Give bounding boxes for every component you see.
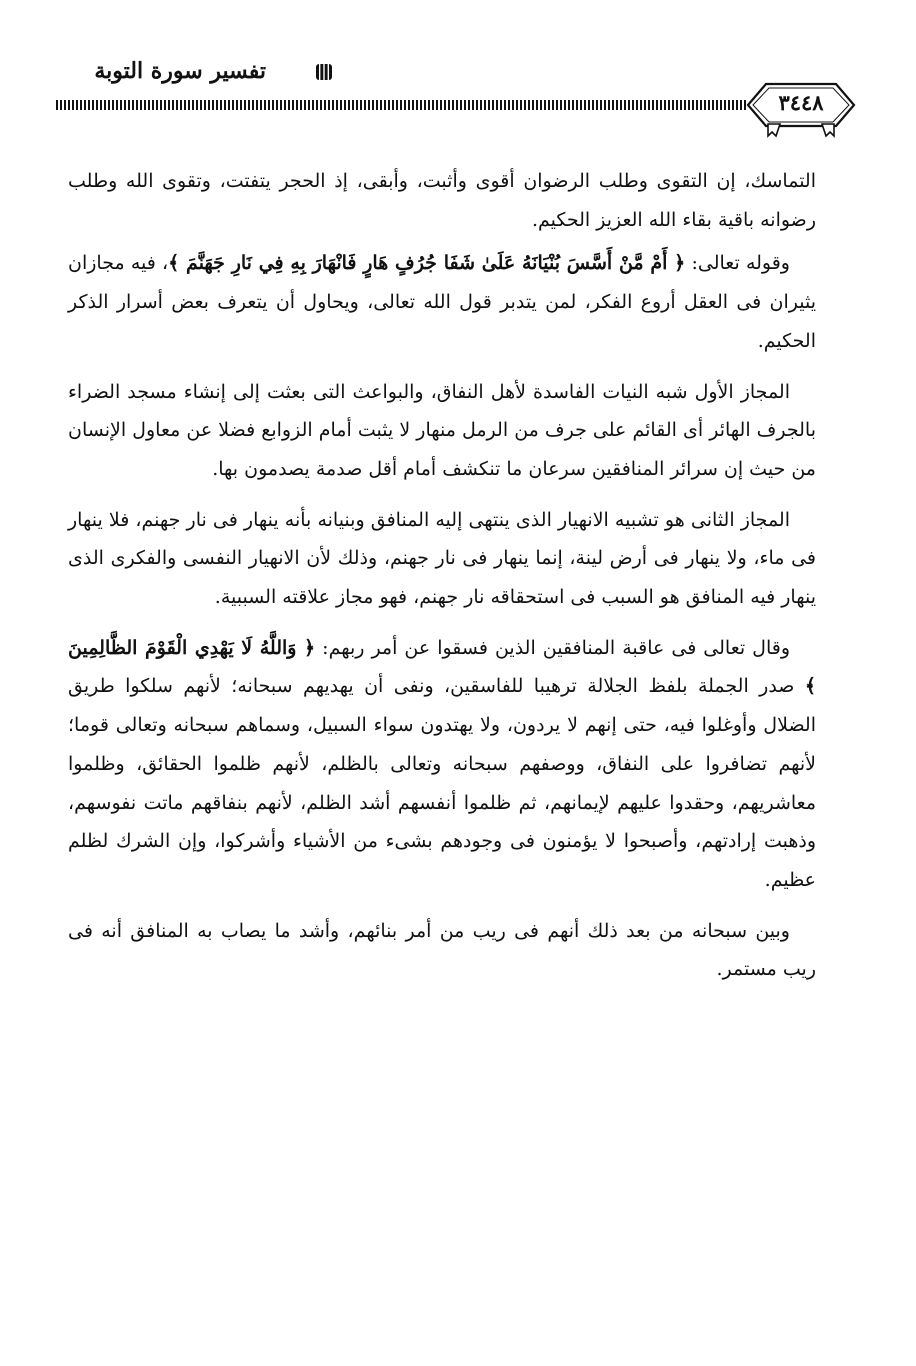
book-ornament-icon	[314, 62, 334, 82]
quran-verse: ﴿ أَمْ مَّنْ أَسَّسَ بُنْيَانَهُ عَلَىٰ شَفَا جُرُفٍ هَارٍ فَانْهَارَ بِهِ فِي نَارِ جَهَنَّمَ ﴾	[168, 252, 686, 275]
page-number: ٣٤٤٨	[778, 90, 824, 115]
paragraph-lead: وقوله تعالى:	[685, 252, 790, 275]
paragraph-2	[68, 244, 816, 360]
quran-verse: ﴿ وَاللَّهُ لَا يَهْدِي الْقَوْمَ الظَّالِمِينَ ﴾	[68, 636, 816, 698]
paragraph-lead: وقال تعالى فى عاقبة المنافقين الذين فسقوا عن أمر ربهم:	[315, 636, 791, 659]
running-title: تفسير سورة التوبة	[94, 58, 266, 84]
paragraph-text: المجاز الثانى هو تشبيه الانهيار الذى ينتهى إليه المنافق وبنيانه بأنه ينهار فى نار جهنم، فلا ينهار فى ماء، ولا ينهار فى أرض لينة، إنما ينهار فى نار جهنم، وذلك لأن الانهيار النفسى والفكرى الذى ينهار فيه المنافق هو السبب فى استحقاقه نار جهنم، فهو مجاز علاقته السببية.	[68, 508, 816, 609]
page-header	[56, 48, 856, 138]
page-number-badge	[746, 80, 856, 138]
paragraph-4	[68, 501, 816, 617]
page-body	[68, 162, 816, 1001]
paragraph-text: المجاز الأول شبه النيات الفاسدة لأهل النفاق، والبواعث التى بعثت إلى إنشاء مسجد الضراء بالجرف الهائر أى القائم على جرف من الرمل منهار لا يثبت أمام الزوابع فضلا عن معاول الإنسان من حيث إن سرائر المنافقين سرعان ما تنكشف أمام أقل صدمة يصدمون بها.	[68, 380, 816, 480]
paragraph-text: صدر الجملة بلفظ الجلالة ترهيبا للفاسقين، ونفى أن يهديهم سبحانه؛ لأنهم سلكوا طريق الضلال وأوغلوا فيه، حتى إنهم لا يردون، ولا يهتدون سواء السبيل، وسماهم سبحانه وتعالى قوما؛ لأنهم تضافروا على النفاق، ووصفهم سبحانه وتعالى بالظلم، لأنهم ظلموا الحقائق، وظلموا معاشريهم، وحقدوا عليهم لإيمانهم، ثم ظلموا أنفسهم أشد الظلم، لأنهم بنفاقهم ماتت نفوسهم، وذهبت إرادتهم، وأصبحوا لا يؤمنون فى وجودهم بشىء من الأشياء وأشركوا، وإن الشرك لظلم عظيم.	[68, 675, 816, 891]
paragraph-text: التماسك، إن التقوى وطلب الرضوان أقوى وأثبت، وأبقى، إذ الحجر يتفتت، وتقوى الله وطلب رضوانه باقية بقاء الله العزيز الحكيم.	[68, 170, 816, 231]
paragraph-5	[68, 629, 816, 900]
paragraph-6	[68, 912, 816, 989]
paragraph-text: وبين سبحانه من بعد ذلك أنهم فى ريب من أمر بنائهم، وأشد ما يصاب به المنافق أنه فى ريب مستمر.	[68, 919, 816, 981]
paragraph-3	[68, 373, 816, 489]
paragraph-1	[68, 162, 816, 239]
paragraph-text: ، فيه مجازان يثيران فى العقل أروع الفكر، لمن يتدبر قول الله تعالى، ويحاول أن يتعرف بعض أسرار الذكر الحكيم.	[68, 252, 816, 352]
header-divider	[56, 100, 746, 110]
